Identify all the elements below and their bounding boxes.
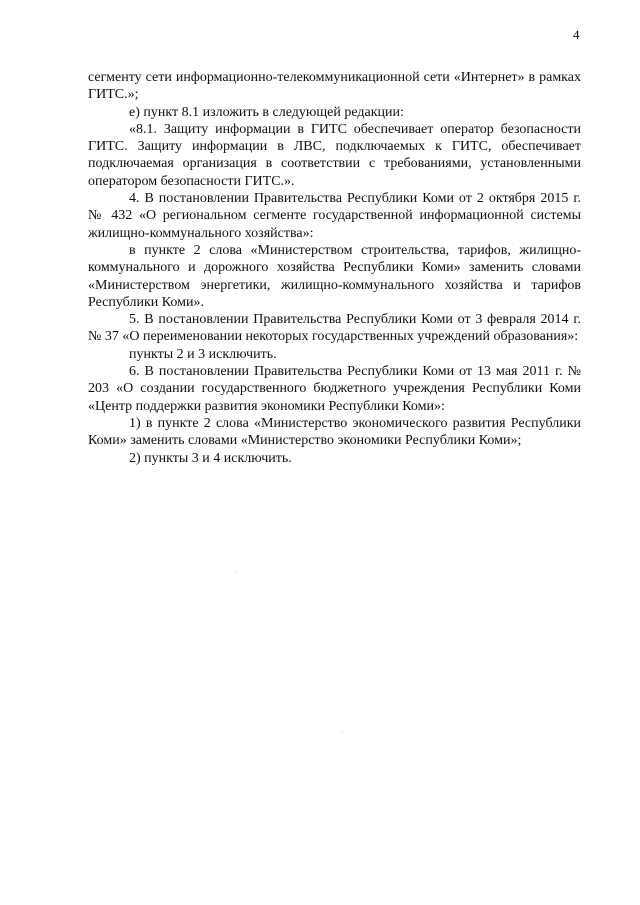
scan-speck <box>236 572 237 573</box>
paragraph-section-5-items: пункты 2 и 3 исключить. <box>129 346 277 362</box>
paragraph-section-4-item-2: в пункте 2 слова «Министерством строительства, тарифов, жилищно-коммунального и дорожного хозяйства Республики Коми» заменить словами «Министерством энергетики, жилищно-коммунального хозяйства и тарифов Республики Коми». <box>88 242 581 310</box>
paragraph-item-e: е) пункт 8.1 изложить в следующей редакции: <box>129 104 404 120</box>
paragraph-item-8-1: «8.1. Защиту информации в ГИТС обеспечивает оператор безопасности ГИТС. Защиту информации в ЛВС, подключаемых к ГИТС, обеспечивает подключаемая организация в соответствии с требованиями, установленными оператором безопасности ГИТС.». <box>88 121 581 189</box>
page-number: 4 <box>573 27 580 42</box>
document-body <box>88 69 581 467</box>
paragraph-section-6: 6. В постановлении Правительства Республики Коми от 13 мая 2011 г. № 203 «О создании государственного бюджетного учреждения Республики Коми «Центр поддержки развития экономики Республики Коми»: <box>88 364 581 414</box>
paragraph-gits-segment-end: сегменту сети информационно-телекоммуникационной сети «Интернет» в рамках ГИТС.»; <box>88 70 581 103</box>
paragraph-section-6-item-2: 2) пункты 3 и 4 исключить. <box>129 450 292 466</box>
paragraph-section-4: 4. В постановлении Правительства Республики Коми от 2 октября 2015 г. № 432 «О региональном сегменте государственной информационной системы жилищно-коммунального хозяйства»: <box>88 191 581 241</box>
scan-speck <box>342 731 343 732</box>
paragraph-section-6-item-1: 1) в пункте 2 слова «Министерство экономического развития Республики Коми» заменить словами «Министерство экономики Республики Коми»; <box>88 415 581 449</box>
paragraph-section-5: 5. В постановлении Правительства Республики Коми от 3 февраля 2014 г. № 37 «О переименовании некоторых государственных учреждений образования»: <box>88 312 581 345</box>
